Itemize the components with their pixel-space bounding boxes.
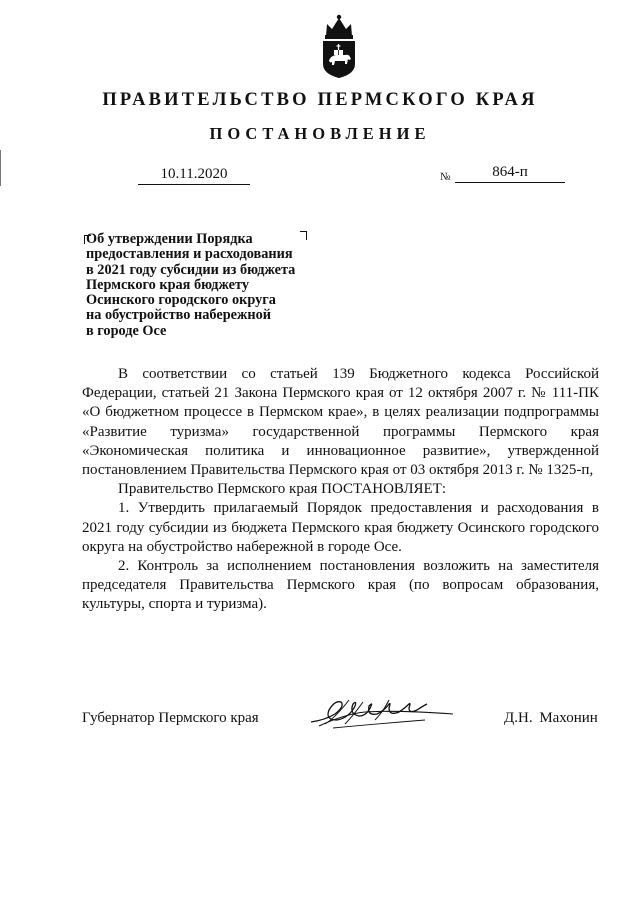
item-2-paragraph: 2. Контроль за исполнением постановления возложить на заместителя председателя Правительства Пермского края (по вопросам образования, культуры, спорта и туризма). (82, 558, 599, 613)
number-label: № (440, 171, 451, 183)
subject-line: Пермского края бюджету (86, 276, 249, 293)
government-title: ПРАВИТЕЛЬСТВО ПЕРМСКОГО КРАЯ (102, 90, 538, 110)
subject-line: Об утверждении Порядка (86, 231, 253, 247)
document-subject (86, 232, 326, 339)
subject-line: Осинского городского округа (86, 292, 276, 309)
signer-name: Д.Н. Махонин (504, 710, 598, 726)
document-type-heading: ПОСТАНОВЛЕНИЕ (209, 124, 431, 143)
document-number: 864-п (455, 164, 565, 183)
scan-margin-mark (0, 150, 1, 186)
subject-line: предоставления и расходования (86, 246, 293, 263)
resolution-paragraph: Правительство Пермского края ПОСТАНОВЛЯЕТ: (118, 481, 447, 498)
signer-position: Губернатор Пермского края (82, 710, 259, 726)
handwritten-signature-icon (305, 690, 455, 734)
perm-krai-coat-of-arms-icon (318, 12, 360, 80)
document-date: 10.11.2020 (138, 166, 250, 185)
item-1-paragraph: 1. Утвердить прилагаемый Порядок предоставления и расходования в 2021 году субсидии из бюджета Пермского края бюджету Осинского городского округа на обустройство набережной в городе Осе. (82, 500, 599, 555)
preamble-paragraph: В соответствии со статьей 139 Бюджетного кодекса Российской Федерации, статьей 21 Закона Пермского края от 12 октября 2007 г. № 111-ПК «О бюджетном процессе в Пермском крае», в целях реализации подпрограммы «Развитие туризма» государственной программы Пермского края «Экономическая политика и инновационное развитие», утвержденной постановлением Правительства Пермского края от 03 октября 2013 г. № 1325-п, (82, 366, 599, 479)
subject-line: в городе Осе (86, 322, 167, 339)
document-body (82, 365, 599, 615)
subject-line: в 2021 году субсидии из бюджета (86, 261, 296, 278)
subject-line: на обустройство набережной (86, 307, 271, 324)
